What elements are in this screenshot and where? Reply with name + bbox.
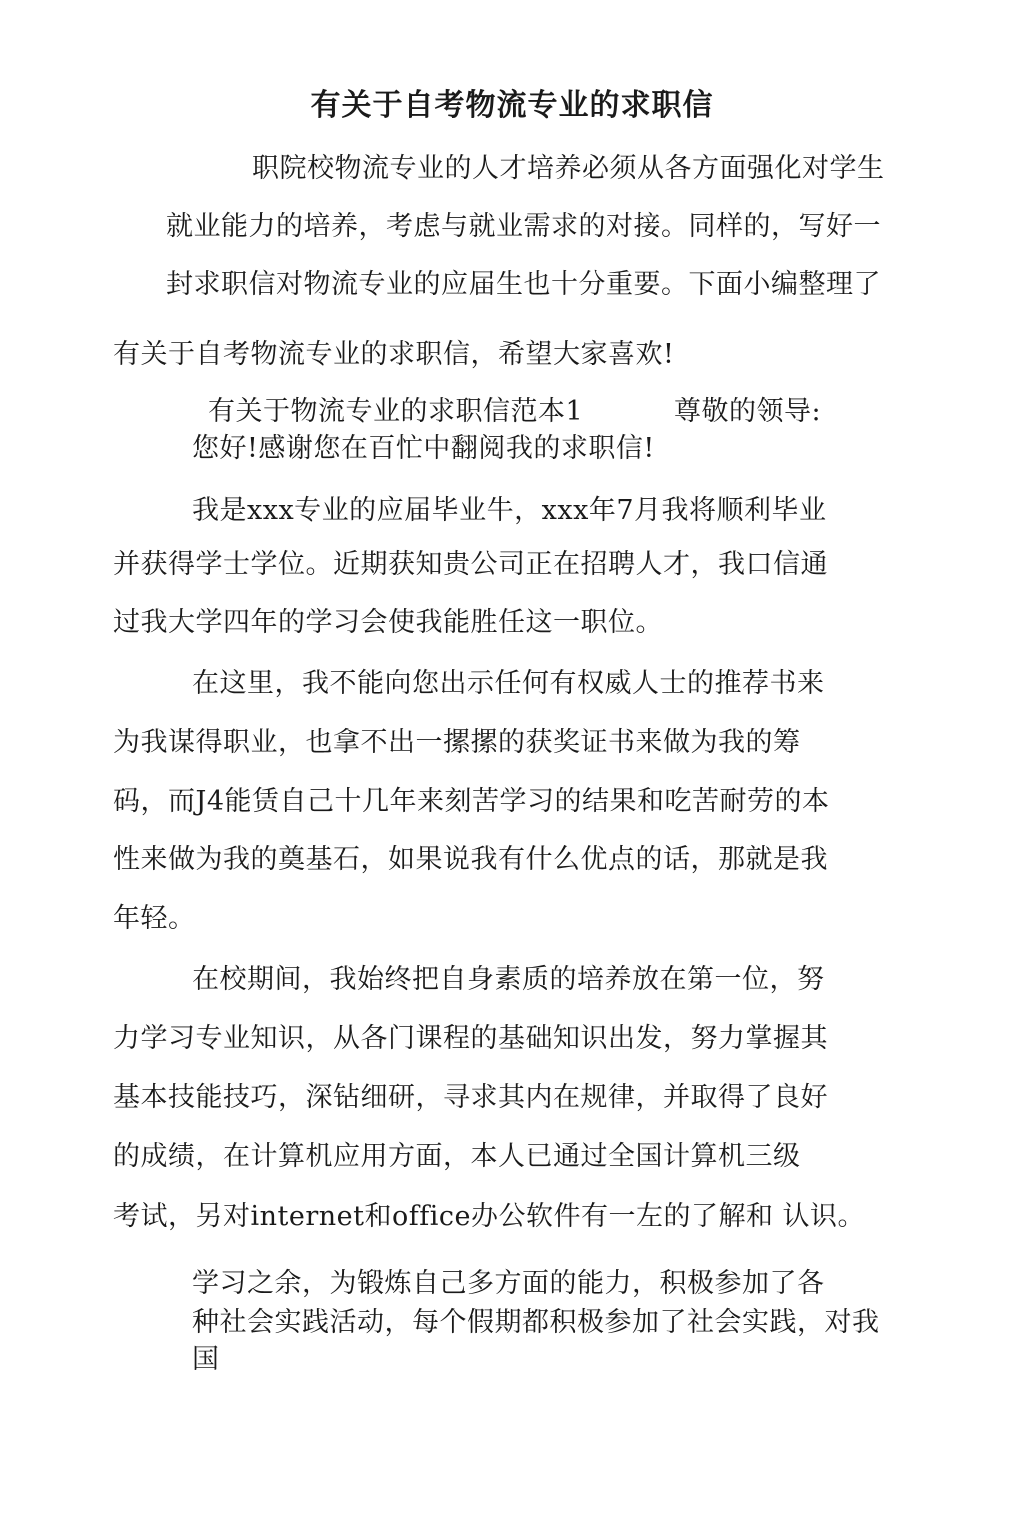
para4-line-2: 种社会实践活动，每个假期都积极参加了社会实践，对我	[192, 1307, 880, 1338]
intro-line-4: 有关于自考物流专业的求职信，希望大家喜欢!	[113, 339, 675, 370]
para4-line-3: 国	[192, 1344, 220, 1375]
intro-line-2: 就业能力的培养，考虑与就业需求的对接。同样的，写好一	[166, 211, 881, 242]
para1-line-1: 我是xxx专业的应届毕业牛，xxx年7月我将顺利毕业	[192, 495, 827, 526]
para1-line-3: 过我大学四年的学习会使我能胜任这一职位。	[113, 607, 663, 638]
para1-line-2: 并获得学士学位。近期获知贵公司正在招聘人才，我口信通	[113, 549, 828, 580]
greeting: 您好!感谢您在百忙中翻阅我的求职信!	[192, 433, 655, 464]
para2-line-5: 年轻。	[113, 903, 196, 934]
intro-line-1: 职院校物流专业的人才培养必须从各方面强化对学生	[252, 153, 885, 184]
para3-line-5: 考试，另对internet和office办公软件有一左的了解和 认识。	[113, 1201, 866, 1232]
para2-line-2: 为我谋得职业，也拿不出一摞摞的获奖证书来做为我的筹	[113, 727, 801, 758]
intro-line-3: 封求职信对物流专业的应届生也十分重要。下面小编整理了	[166, 269, 881, 300]
para3-line-3: 基本技能技巧，深钻细研，寻求其内在规律，并取得了良好	[113, 1082, 828, 1113]
para2-line-4: 性来做为我的奠基石，如果说我有什么优点的话，那就是我	[113, 844, 828, 875]
document-title: 有关于自考物流专业的求职信	[310, 88, 714, 123]
para3-line-2: 力学习专业知识，从各门课程的基础知识出发，努力掌握其	[113, 1023, 828, 1054]
para4-line-1: 学习之余，为锻炼自己多方面的能力，积极参加了各	[192, 1268, 825, 1299]
para3-line-1: 在校期间，我始终把自身素质的培养放在第一位，努	[192, 964, 825, 995]
sample-heading: 有关于物流专业的求职信范本1	[208, 396, 584, 427]
para2-line-1: 在这里，我不能向您出示任何有权威人士的推荐书来	[192, 668, 825, 699]
para3-line-4: 的成绩，在计算机应用方面，本人已通过全国计算机三级	[113, 1141, 801, 1172]
para2-line-3: 码，而J4能赁自己十几年来刻苦学习的结果和吃苦耐劳的本	[113, 786, 830, 817]
salutation: 尊敬的领导:	[674, 396, 822, 427]
